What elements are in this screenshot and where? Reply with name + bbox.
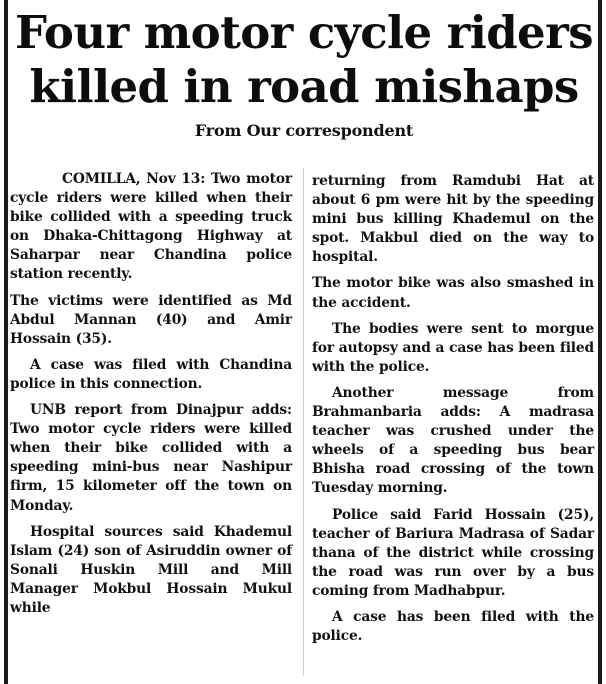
- paragraph-returning: returning from Ramdubi Hat at about 6 pm were hit by the speeding mini bus killing Khademul on the spot. Makbul died on the way to hospital.: [312, 173, 594, 266]
- column-divider: [303, 168, 304, 676]
- headline: [12, 6, 596, 114]
- paragraph-case-filed-police: A case has been filed with the police.: [312, 608, 594, 645]
- paragraph-police-said: Police said Farid Hossain (25), teacher of Bariura Madrasa of Sadar thana of the district while crossing the road was run over by a bus coming from Madhabpur.: [312, 506, 594, 599]
- headline-line-1: Four motor cycle riders: [15, 6, 593, 59]
- paragraph-bodies: The bodies were sent to morgue for autopsy and a case has been filed with the police.: [312, 320, 594, 375]
- right-column: [312, 172, 594, 653]
- clipping-left-border: [4, 0, 8, 684]
- left-column: [10, 170, 292, 625]
- headline-line-2: killed in road mishaps: [29, 60, 579, 113]
- paragraph-motor-bike: The motor bike was also smashed in the accident.: [312, 275, 594, 311]
- paragraph-victims: The victims were identified as Md Abdul Mannan (40) and Amir Hossain (35).: [10, 292, 292, 347]
- clipping-right-border: [598, 0, 602, 684]
- paragraph-hospital-sources: Hospital sources said Khademul Islam (24) son of Asiruddin owner of Sonali Huskin Mill and Mill Manager Mokbul Hossain Mukul while: [10, 523, 292, 616]
- paragraph-dateline: COMILLA, Nov 13: Two motor cycle riders were killed when their bike collided with a speeding truck on Dhaka-Chittagong Highway at Saharpar near Chandina police station recently.: [10, 171, 292, 283]
- paragraph-brahmanbaria: Another message from Brahmanbaria adds: A madrasa teacher was crushed under the wheels of a speeding bus bear Bhisha road crossing of the town Tuesday morning.: [312, 384, 594, 497]
- paragraph-case-filed: A case was filed with Chandina police in this connection.: [10, 356, 292, 392]
- byline: From Our correspondent: [194, 121, 414, 140]
- paragraph-unb-report: UNB report from Dinajpur adds: Two motor cycle riders were killed when their bike collided with a speeding mini-bus near Nashipur firm, 15 kilometer off the town on Monday.: [10, 402, 292, 514]
